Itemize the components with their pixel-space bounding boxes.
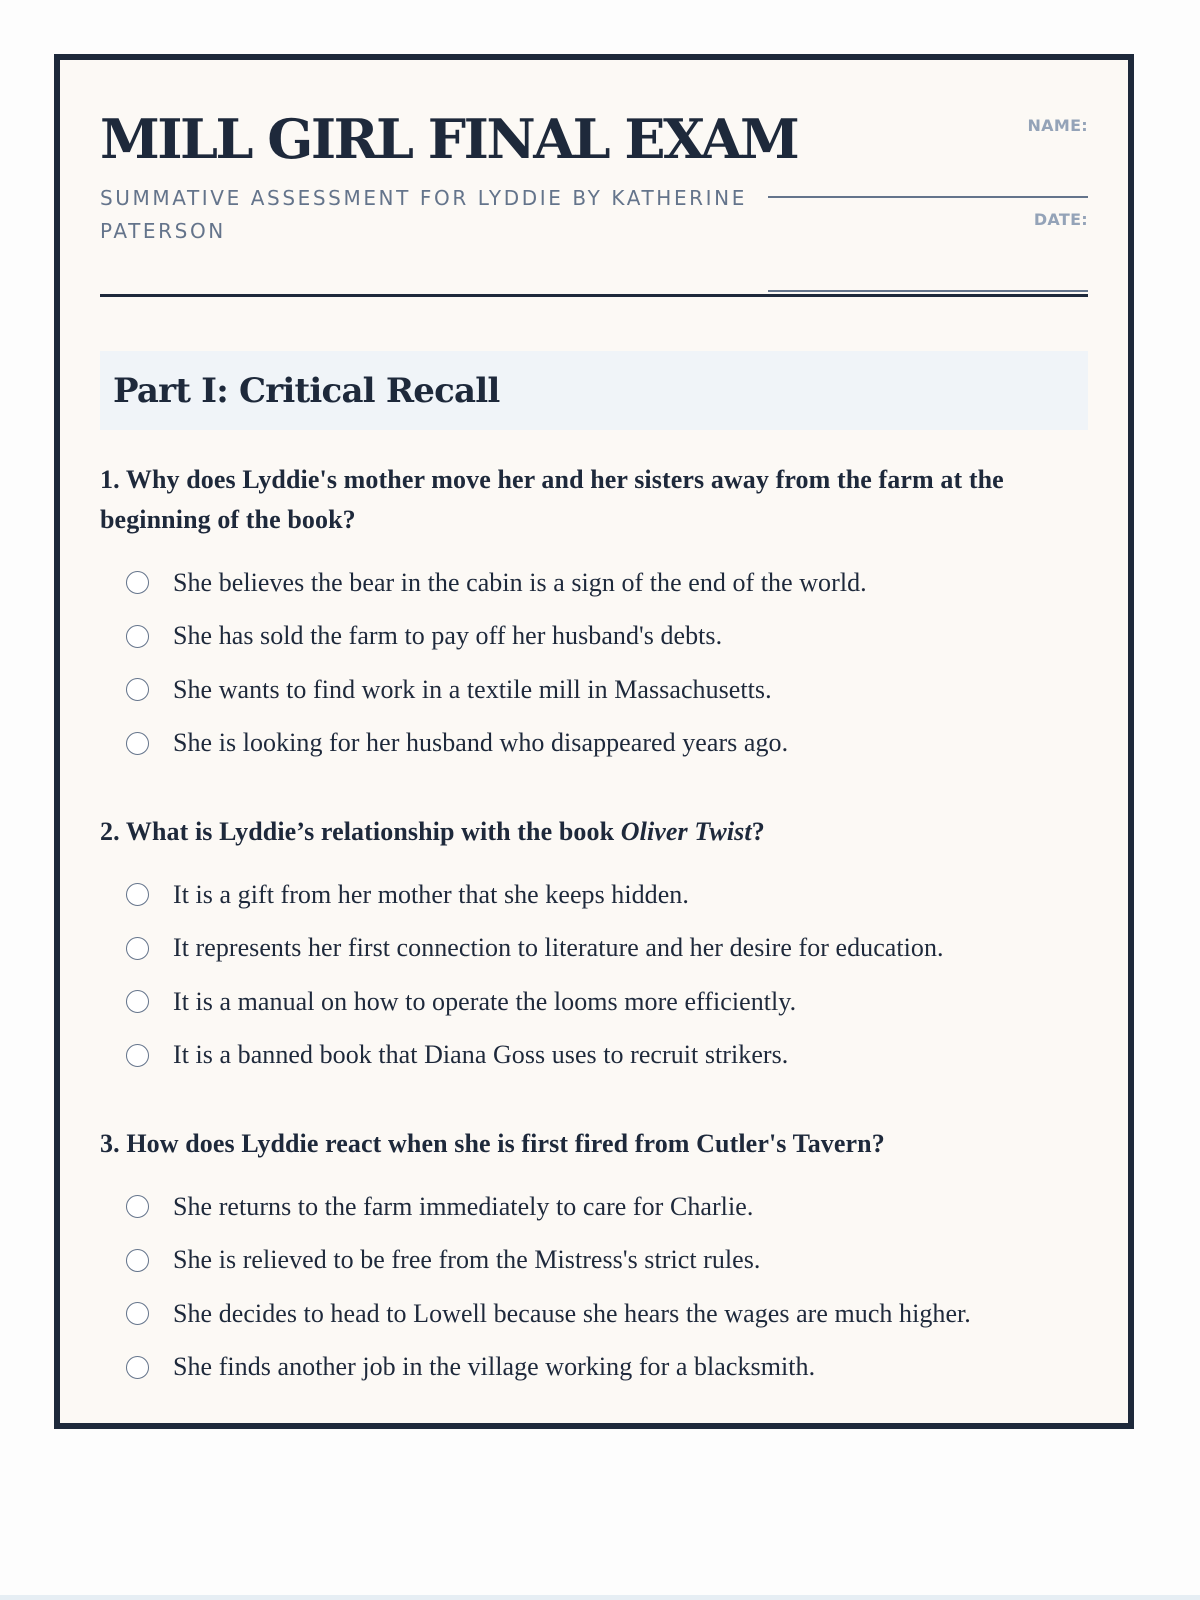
option-label: It represents her first connection to literature and her desire for education.	[173, 933, 944, 963]
question-3-options	[100, 1180, 1088, 1394]
option-label: She decides to head to Lowell because she hears the wages are much higher.	[173, 1298, 971, 1328]
question-1-option-3[interactable]	[100, 663, 1088, 717]
question-2-prompt: What is Lyddie’s relationship with the book	[125, 817, 615, 846]
question-2-options	[100, 868, 1088, 1082]
radio-button[interactable]	[126, 732, 149, 755]
question-1-options	[100, 556, 1088, 770]
question-2-text	[100, 812, 1088, 852]
question-3-text	[100, 1124, 1088, 1164]
question-1-option-4[interactable]	[100, 717, 1088, 771]
exam-title: MILL GIRL FINAL EXAM	[100, 107, 798, 171]
exam-subtitle: SUMMATIVE ASSESSMENT FOR LYDDIE BY KATHERINE PATERSON	[100, 186, 747, 243]
question-2	[100, 812, 1088, 1082]
question-2-option-3[interactable]	[100, 975, 1088, 1029]
date-label: DATE:	[1033, 210, 1088, 229]
question-2-number: 2.	[100, 817, 120, 846]
question-1-number: 1.	[100, 465, 120, 494]
question-3-prompt: How does Lyddie react when she is first fired from Cutler's Tavern?	[126, 1129, 885, 1158]
date-field[interactable]	[768, 198, 1088, 292]
question-1-option-2[interactable]	[100, 610, 1088, 664]
radio-button[interactable]	[126, 1195, 149, 1218]
section-title: Part I: Critical Recall	[113, 370, 500, 411]
question-2-prompt-end: ?	[751, 817, 765, 846]
radio-button[interactable]	[126, 883, 149, 906]
radio-button[interactable]	[126, 625, 149, 648]
question-1-text	[100, 460, 1088, 540]
option-label: She finds another job in the village working for a blacksmith.	[173, 1352, 816, 1382]
radio-button[interactable]	[126, 990, 149, 1013]
radio-button[interactable]	[126, 571, 149, 594]
question-3-option-4[interactable]	[100, 1341, 1088, 1395]
question-3-option-2[interactable]	[100, 1234, 1088, 1288]
name-label: NAME:	[1027, 116, 1088, 135]
section-header	[100, 351, 1088, 430]
question-2-option-4[interactable]	[100, 1029, 1088, 1083]
question-1-prompt: Why does Lyddie's mother move her and her sisters away from the farm at the beginning of the book?	[100, 465, 1004, 534]
book-title: Oliver Twist	[620, 817, 752, 846]
page-bottom-strip	[0, 1595, 1200, 1600]
question-3-number: 3.	[100, 1129, 120, 1158]
question-1-option-1[interactable]	[100, 556, 1088, 610]
radio-button[interactable]	[126, 1356, 149, 1379]
option-label: She has sold the farm to pay off her husband's debts.	[173, 621, 723, 651]
date-line	[768, 290, 1088, 292]
option-label: She is looking for her husband who disappeared years ago.	[173, 728, 789, 758]
option-label: She wants to find work in a textile mill in Massachusetts.	[173, 674, 772, 704]
exam-header	[100, 104, 1088, 297]
option-label: She returns to the farm immediately to care for Charlie.	[173, 1191, 754, 1221]
option-label: It is a banned book that Diana Goss uses to recruit strikers.	[173, 1040, 789, 1070]
question-1	[100, 460, 1088, 770]
radio-button[interactable]	[126, 1249, 149, 1272]
question-3-option-1[interactable]	[100, 1180, 1088, 1234]
question-2-option-1[interactable]	[100, 868, 1088, 922]
radio-button[interactable]	[126, 937, 149, 960]
option-label: She believes the bear in the cabin is a sign of the end of the world.	[173, 567, 867, 597]
radio-button[interactable]	[126, 1302, 149, 1325]
name-field[interactable]	[768, 104, 1088, 198]
question-2-option-2[interactable]	[100, 922, 1088, 976]
option-label: It is a manual on how to operate the looms more efficiently.	[173, 986, 797, 1016]
question-3	[100, 1124, 1088, 1394]
question-3-option-3[interactable]	[100, 1287, 1088, 1341]
radio-button[interactable]	[126, 678, 149, 701]
option-label: It is a gift from her mother that she keeps hidden.	[173, 879, 689, 909]
option-label: She is relieved to be free from the Mistress's strict rules.	[173, 1245, 761, 1275]
exam-sheet	[54, 54, 1134, 1429]
student-fields	[768, 104, 1088, 292]
radio-button[interactable]	[126, 1044, 149, 1067]
